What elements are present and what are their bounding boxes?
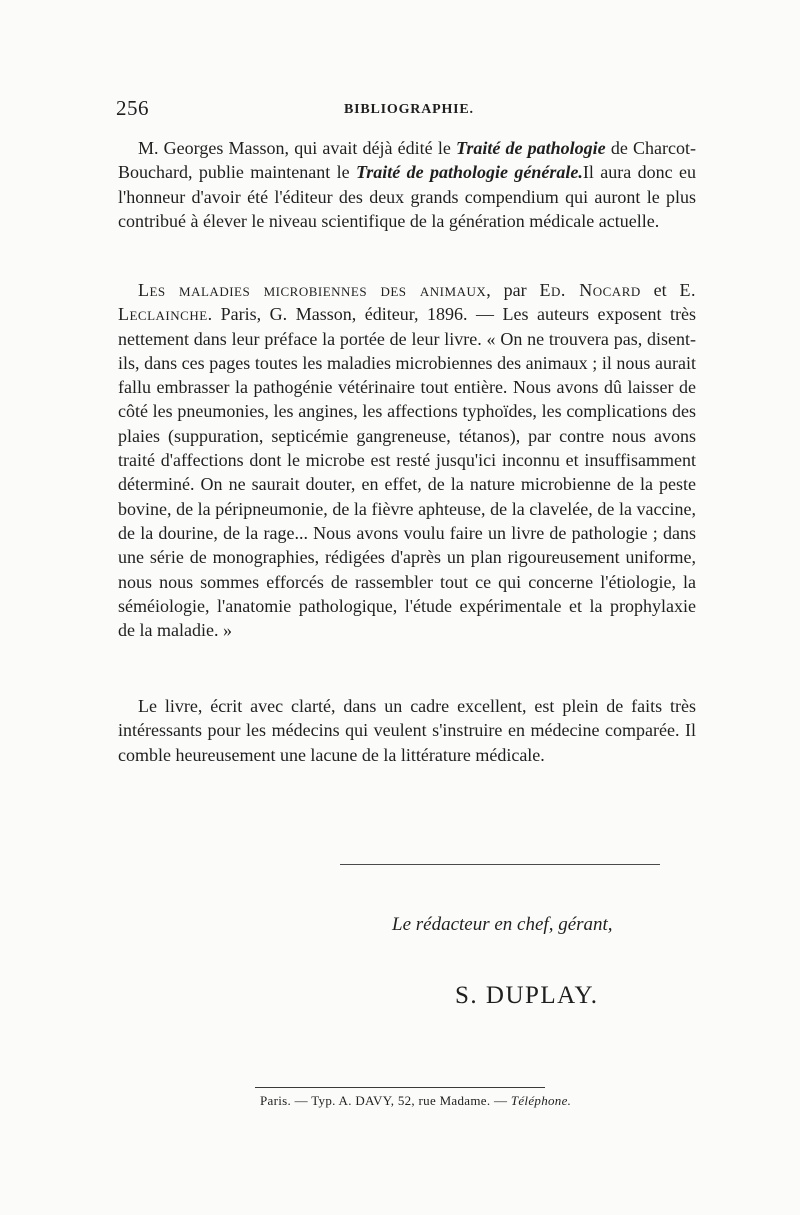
page-number: 256 [116,96,149,120]
book-title-maladies-microbiennes: Les maladies microbiennes des animaux [138,280,487,300]
paragraph-2-text-c: . Paris, G. Masson, éditeur, 1896. — Les auteurs exposent très nettement dans leur préface la portée de leur livre. « On ne trouvera pas, disent-ils, dans ces pages toutes les maladies microbiennes des animaux ; il nous aurait fallu embrasser la pathogénie vétérinaire tout entière. Nous avons dû laisser de côté les pneumonies, les angines, les affections typhoïdes, les complications des plaies (suppuration, septicémie gangreneuse, tétanos), par contre nous avons traité d'affections dont le microbe est resté jusqu'ici inconnu et insuffisamment déterminé. On ne saurait douter, en effet, de la nature microbienne de la peste bovine, de la péripneumonie, de la fièvre aphteuse, de la clavelée, de la vaccine, de la dourine, de la rage... Nous avons voulu faire un livre de pathologie ; dans une série de monographies, rédigées d'après un plan rigoureusement uniforme, nous nous sommes efforcés de rassembler tout ce qui concerne l'étiologie, la séméiologie, l'anatomie pathologique, l'étude expérimentale et la prophylaxie de la maladie. » [118,304,696,641]
author-nocard: Ed. Nocard [539,280,641,300]
signature-title: Le rédacteur en chef, gérant, [392,914,613,935]
paragraph-review-maladies [118,278,696,642]
running-head: BIBLIOGRAPHIE. [344,102,474,117]
paragraph-2-text-b: et [640,280,680,300]
imprint-rule [255,1087,545,1088]
book-title-pathologie-generale: Traité de pathologie générale. [355,162,583,183]
paragraph-masson [118,136,696,233]
author-leclainche: E. Leclainche [118,280,696,325]
printer-imprint [260,1093,590,1109]
page-header [116,96,696,126]
imprint-text: Paris. — Typ. A. DAVY, 52, rue Madame. — [260,1093,511,1108]
paragraph-2-text-a: , par [486,280,540,300]
imprint-phone: Téléphone. [510,1093,572,1108]
paragraph-1-text-b: de Charcot-Bouchard, publie maintenant le [118,138,696,183]
paragraph-3-text: Le livre, écrit avec clarté, dans un cadre excellent, est plein de faits très intéressants pour les médecins qui veulent s'instruire en médecine comparée. Il comble heureusement une lacune de la littérature médicale. [118,696,696,765]
paragraph-conclusion [118,694,696,767]
signature-name: S. DUPLAY. [455,982,599,1009]
separator-rule [340,864,660,865]
paragraph-1-text-c: Il aura donc eu l'honneur d'avoir été l'éditeur des deux grands compendium qui auront le plus contribué à élever le niveau scientifique de la génération médicale actuelle. [118,162,696,231]
book-title-pathologie: Traité de pathologie [456,138,606,158]
paragraph-1-text-a: M. Georges Masson, qui avait déjà édité le [138,138,456,158]
